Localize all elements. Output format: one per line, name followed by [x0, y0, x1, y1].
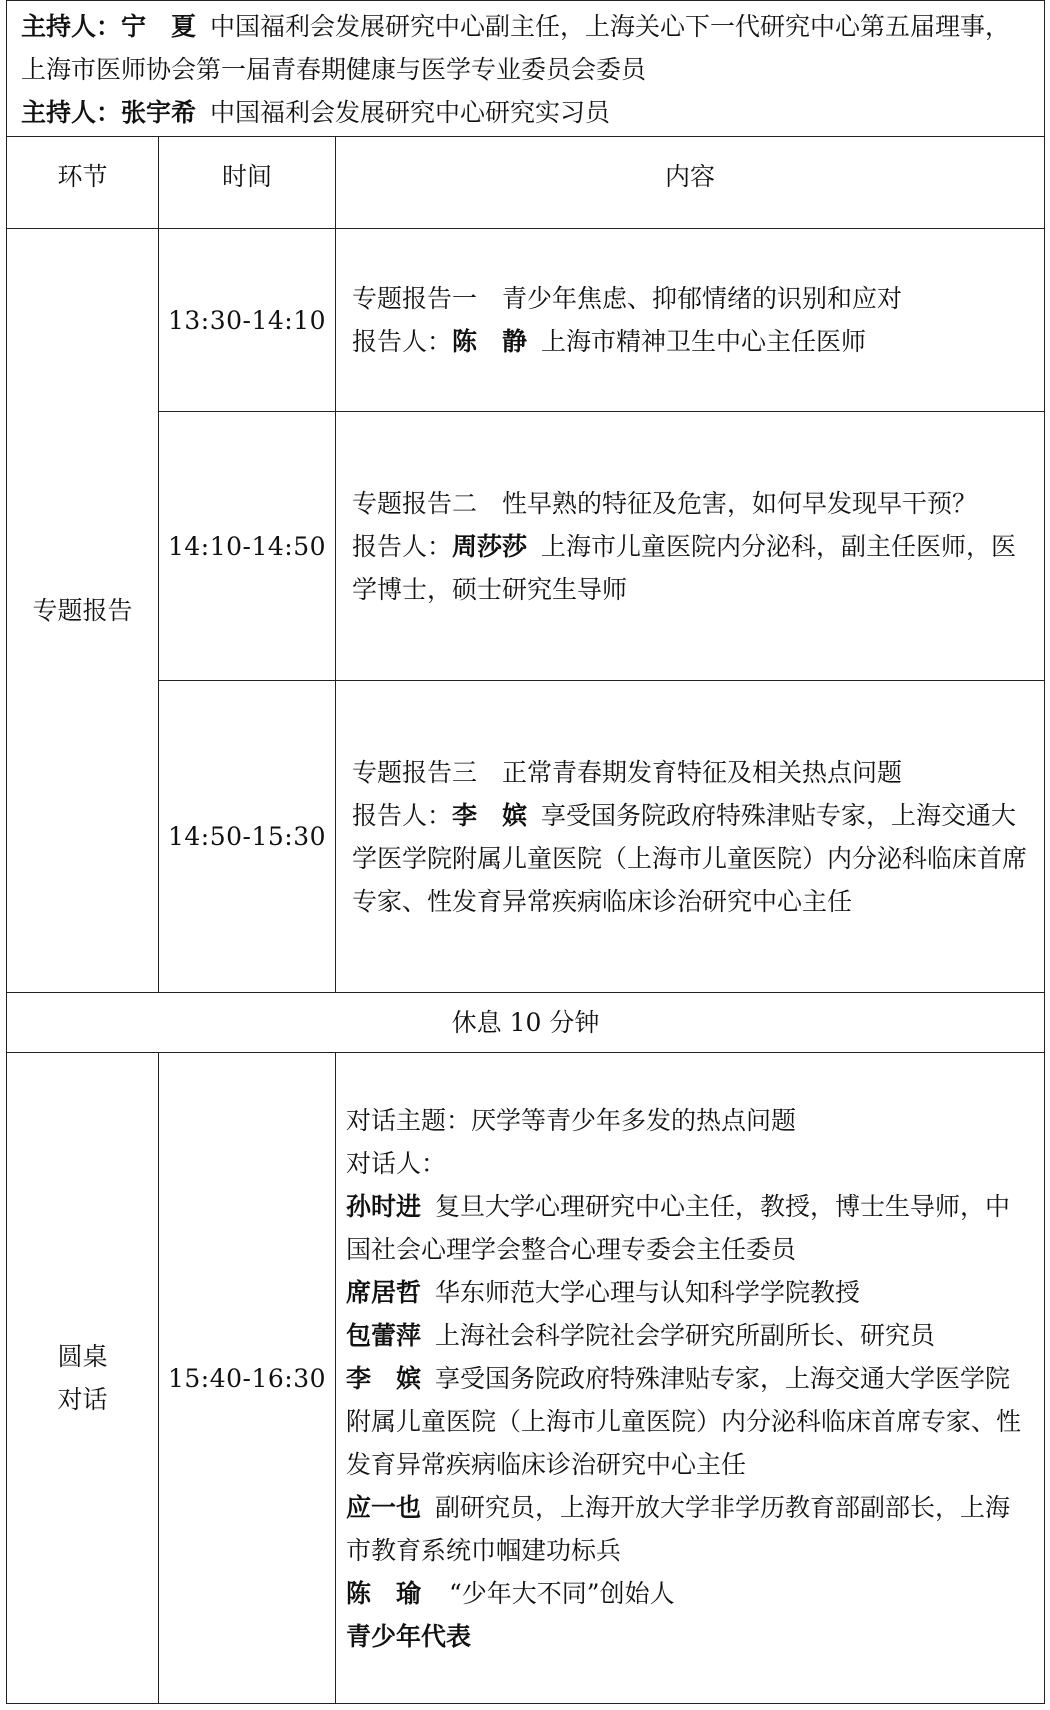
speaker-title: 享受国务院政府特殊津贴专家，上海交通大学医学院附属儿童医院（上海市儿童医院）内分泌科临床首席专家、性发育异常疾病临床诊治研究中心主任 — [346, 1363, 1022, 1479]
host-name: 宁 夏 — [121, 12, 197, 41]
segment-reports: 专题报告 — [7, 229, 159, 993]
roundtable-speakers-label: 对话人： — [346, 1148, 447, 1178]
speaker-label: 报告人： — [352, 531, 453, 561]
report-time: 14:10-14:50 — [159, 412, 336, 681]
segment-roundtable — [7, 1053, 159, 1704]
report-speaker — [352, 525, 1030, 611]
speaker-name: 应一也 — [346, 1492, 422, 1522]
roundtable-speaker — [346, 1357, 1030, 1486]
roundtable-speaker — [346, 1271, 1030, 1314]
report-time: 13:30-14:10 — [159, 229, 336, 412]
speaker-title: 上海社会科学院社会学研究所副所长、研究员 — [435, 1320, 936, 1350]
hosts-cell — [7, 1, 1045, 137]
roundtable-speaker — [346, 1185, 1030, 1271]
report-row — [7, 412, 1045, 681]
report-content — [336, 229, 1045, 412]
host-title: 中国福利会发展研究中心研究实习员 — [210, 98, 611, 127]
report-time: 14:50-15:30 — [159, 681, 336, 993]
speaker-label: 报告人： — [352, 800, 453, 830]
hosts-row — [7, 1, 1045, 137]
break-text: 休息 10 分钟 — [7, 993, 1045, 1053]
speaker-label: 报告人： — [352, 327, 453, 356]
report-content — [336, 412, 1045, 681]
break-row — [7, 993, 1045, 1053]
schedule-table — [6, 0, 1045, 1704]
speaker-title: 复旦大学心理研究中心主任，教授，博士生导师，中国社会心理学会整合心理专委会主任委员 — [346, 1191, 1011, 1264]
report-speaker — [352, 320, 1030, 363]
report-topic: 专题报告二 性早熟的特征及危害，如何早发现早干预？ — [352, 488, 978, 518]
report-topic: 专题报告三 正常青春期发育特征及相关热点问题 — [352, 757, 903, 787]
speaker-name: 孙时进 — [346, 1191, 422, 1221]
speaker-title: 副研究员，上海开放大学非学历教育部副部长，上海市教育系统巾帼建功标兵 — [346, 1492, 1011, 1565]
host-line-2 — [21, 91, 1032, 134]
roundtable-time: 15:40-16:30 — [159, 1053, 336, 1704]
speaker-title: 享受国务院政府特殊津贴专家，上海交通大学医学院附属儿童医院（上海市儿童医院）内分泌科临床首席专家、性发育异常疾病临床诊治研究中心主任 — [352, 800, 1028, 916]
speaker-name: 席居哲 — [346, 1277, 422, 1307]
speaker-name: 李 嫔 — [346, 1363, 422, 1393]
report-speaker — [352, 794, 1030, 923]
speaker-title: 华东师范大学心理与认知科学学院教授 — [435, 1277, 861, 1307]
segment-roundtable-line1: 圆桌 — [57, 1342, 108, 1371]
speaker-title: 上海市儿童医院内分泌科，副主任医师，医学博士，硕士研究生导师 — [352, 531, 1017, 604]
roundtable-closing: 青少年代表 — [346, 1621, 472, 1651]
report-topic: 专题报告一 青少年焦虑、抑郁情绪的识别和应对 — [352, 284, 903, 313]
roundtable-speaker — [346, 1314, 1030, 1357]
roundtable-speaker — [346, 1572, 1030, 1615]
host-line-1 — [21, 5, 1032, 91]
speaker-name: 包蕾萍 — [346, 1320, 422, 1350]
host-label: 主持人： — [21, 98, 122, 127]
roundtable-speaker — [346, 1486, 1030, 1572]
speaker-title: 上海市精神卫生中心主任医师 — [541, 327, 867, 356]
speaker-name: 陈 静 — [452, 327, 528, 356]
header-segment: 环节 — [7, 137, 159, 229]
roundtable-content — [336, 1053, 1045, 1704]
header-content: 内容 — [336, 137, 1045, 229]
segment-roundtable-line2: 对话 — [57, 1385, 108, 1414]
speaker-name: 陈 瑜 — [346, 1578, 422, 1608]
header-time: 时间 — [159, 137, 336, 229]
report-content — [336, 681, 1045, 993]
host-label: 主持人： — [21, 12, 122, 41]
host-name: 张宇希 — [121, 98, 197, 127]
header-row — [7, 137, 1045, 229]
roundtable-row — [7, 1053, 1045, 1704]
roundtable-topic: 对话主题：厌学等青少年多发的热点问题 — [346, 1105, 797, 1135]
report-row — [7, 681, 1045, 993]
speaker-name: 周莎莎 — [452, 531, 528, 561]
speaker-title: “少年大不同”创始人 — [449, 1578, 675, 1608]
speaker-name: 李 嫔 — [452, 800, 528, 830]
report-row — [7, 229, 1045, 412]
host-title: 中国福利会发展研究中心副主任，上海关心下一代研究中心第五届理事，上海市医师协会第一届青春期健康与医学专业委员会委员 — [21, 12, 1011, 84]
